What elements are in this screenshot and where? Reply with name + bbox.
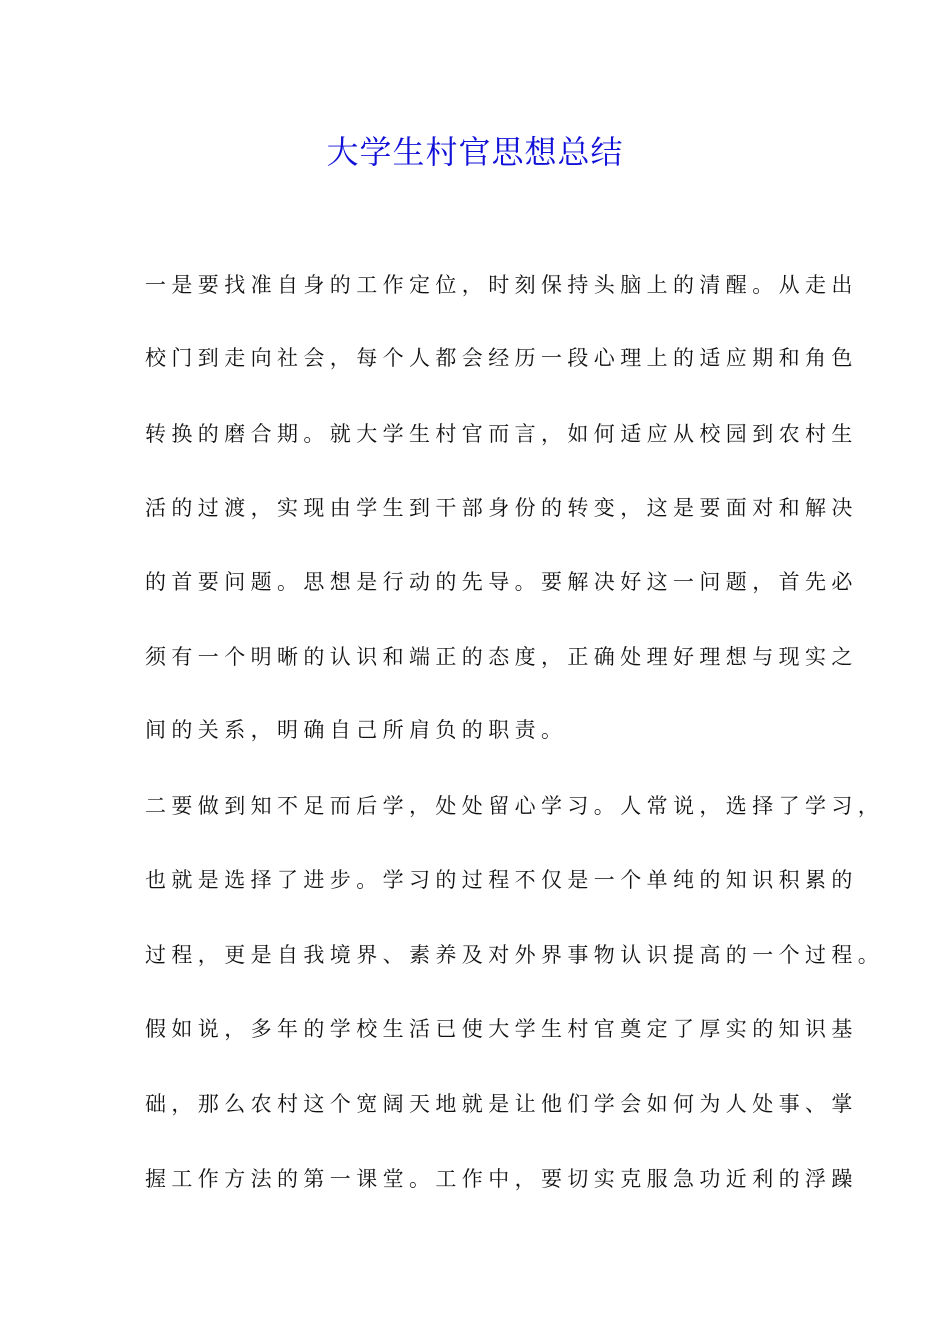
paragraph-line: 础，那么农村这个宽阔天地就是让他们学会如何为人处事、掌 — [145, 1092, 858, 1116]
paragraph-line: 握工作方法的第一课堂。工作中，要切实克服急功近利的浮躁 — [145, 1167, 858, 1191]
paragraph-line: 的首要问题。思想是行动的先导。要解决好这一问题，首先必 — [145, 570, 858, 594]
document-title: 大学生村官思想总结 — [326, 133, 624, 171]
paragraph-line: 也就是选择了进步。学习的过程不仅是一个单纯的知识积累的 — [145, 868, 858, 892]
paragraph-line: 过程，更是自我境界、素养及对外界事物认识提高的一个过程。 — [145, 943, 885, 967]
paragraph-line: 活的过渡，实现由学生到干部身份的转变，这是要面对和解决 — [145, 496, 858, 520]
paragraph-line: 校门到走向社会，每个人都会经历一段心理上的适应期和角色 — [145, 346, 858, 370]
paragraph-line: 假如说，多年的学校生活已使大学生村官奠定了厚实的知识基 — [145, 1017, 858, 1041]
paragraph-line: 转换的磨合期。就大学生村官而言，如何适应从校园到农村生 — [145, 422, 858, 446]
paragraph-line: 二要做到知不足而后学，处处留心学习。人常说，选择了学习， — [145, 794, 885, 818]
paragraph-line: 间的关系，明确自己所肩负的职责。 — [145, 718, 568, 742]
paragraph-line: 一是要找准自身的工作定位，时刻保持头脑上的清醒。从走出 — [145, 273, 858, 297]
paragraph-line: 须有一个明晰的认识和端正的态度，正确处理好理想与现实之 — [145, 645, 858, 669]
